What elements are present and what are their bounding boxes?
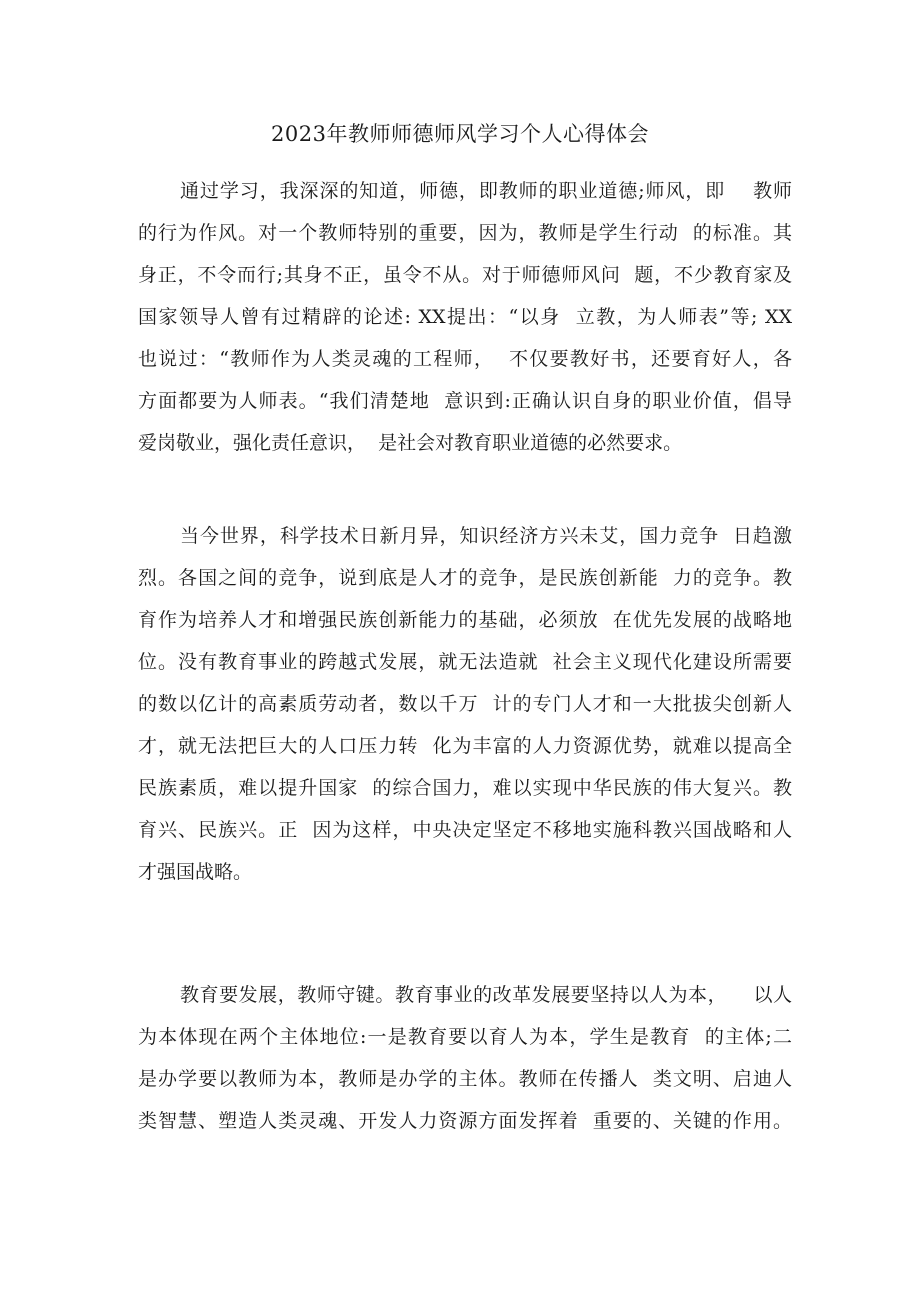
text-line: 方面都要为人师表。“我们清楚地 意识到:正确认识自身的职业价值，倡导 <box>138 390 792 412</box>
text-line: 的数以亿计的高素质劳动者，数以千万 计的专门人才和一大批拔尖创新人 <box>138 693 792 715</box>
document-title: 2023年教师师德师风学习个人心得体会 <box>271 122 649 146</box>
text-line: 民族素质，难以提升国家 的综合国力，难以实现中华民族的伟大复兴。教 <box>138 777 792 799</box>
text-line: 才强国战略。 <box>138 861 253 883</box>
text-line: 国家领导人曾有过精辟的论述: XX提出：“以身 立教，为人师表”等; XX <box>138 306 792 328</box>
text-line: 位。没有教育事业的跨越式发展，就无法造就 社会主义现代化建设所需要 <box>138 651 792 673</box>
text-line: 爱岗敬业，强化责任意识， 是社会对教育职业道德的必然要求。 <box>138 432 683 454</box>
text-line: 教育要发展，教师守键。教育事业的改革发展要坚持以人为本， 以人 <box>180 984 792 1006</box>
paragraph-2 <box>138 515 792 893</box>
paragraph-1 <box>138 170 792 464</box>
text-line: 育兴、民族兴。正 因为这样，中央决定坚定不移地实施科教兴国战略和人 <box>138 819 792 841</box>
text-line: 类智慧、塑造人类灵魂、开发人力资源方面发挥着 重要的、关键的作用。 <box>138 1110 792 1132</box>
text-line: 为本体现在两个主体地位:一是教育要以育人为本，学生是教育 的主体;二 <box>138 1026 792 1048</box>
text-line: 是办学要以教师为本，教师是办学的主体。教师在传播人 类文明、启迪人 <box>138 1068 792 1090</box>
text-line: 身正，不令而行;其身不正，虽令不从。对于师德师风问 题，不少教育家及 <box>138 264 792 286</box>
text-line: 通过学习，我深深的知道，师德，即教师的职业道德;师风，即 教师 <box>180 180 792 202</box>
text-line: 当今世界，科学技术日新月异，知识经济方兴未艾，国力竞争 日趋激 <box>180 525 792 547</box>
text-line: 的行为作风。对一个教师特别的重要，因为，教师是学生行动 的标准。其 <box>138 222 792 244</box>
text-line: 也说过：“教师作为人类灵魂的工程师， 不仅要教好书，还要育好人，各 <box>138 348 792 370</box>
text-line: 才，就无法把巨大的人口压力转 化为丰富的人力资源优势，就难以提高全 <box>138 735 792 757</box>
text-line: 烈。各国之间的竞争，说到底是人才的竞争，是民族创新能 力的竞争。教 <box>138 567 792 589</box>
paragraph-3 <box>138 974 792 1142</box>
text-line: 育作为培养人才和增强民族创新能力的基础，必须放 在优先发展的战略地 <box>138 609 792 631</box>
